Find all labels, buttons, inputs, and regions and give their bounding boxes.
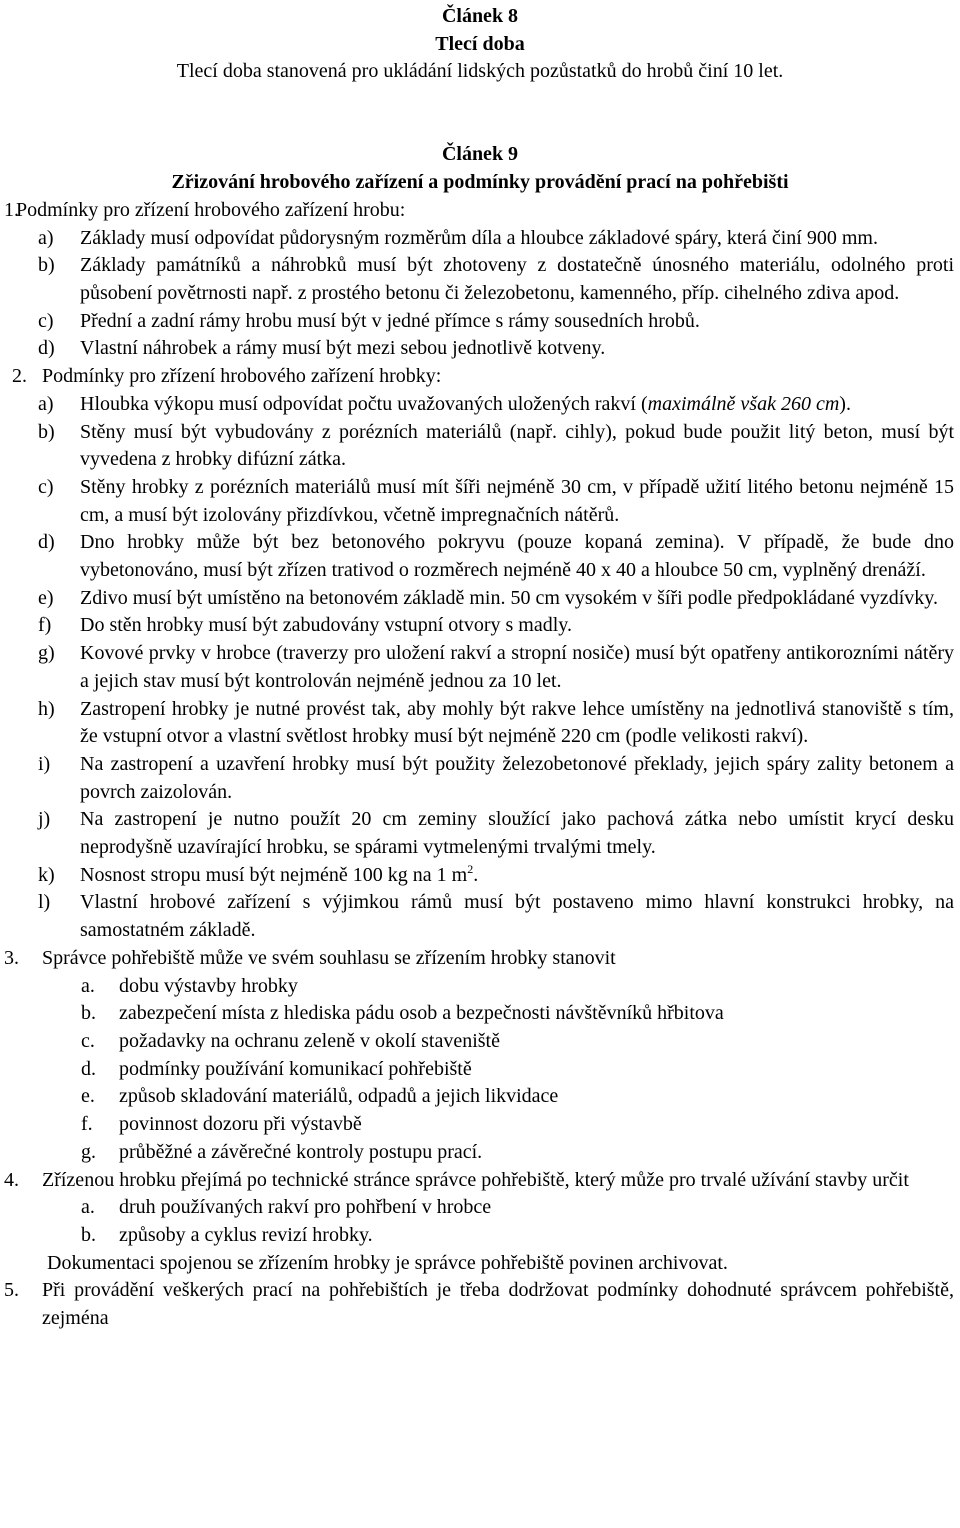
section-number: 3. xyxy=(4,946,19,969)
list-item xyxy=(0,585,960,613)
article-8-heading: Článek 8 xyxy=(441,5,519,27)
item-text xyxy=(80,391,954,419)
item-text: Vlastní náhrobek a rámy musí být mezi sebou jednotlivě kotveny. xyxy=(80,337,606,360)
spacer xyxy=(0,114,960,142)
item-text-italic: maximálně však 260 cm xyxy=(647,392,840,415)
list-item xyxy=(0,612,960,640)
list-item xyxy=(0,1111,960,1139)
list-item xyxy=(0,391,960,419)
section-text: Při provádění veškerých prací na pohřebištích je třeba dodržovat podmínky dohodnuté správcem pohřebiště, zejména xyxy=(42,1279,954,1330)
item-text: podmínky používání komunikací pohřebiště xyxy=(119,1057,472,1080)
item-text: Dno hrobky může být bez betonového pokryvu (pouze kopaná zemina). V případě, že bude dno vybetonováno, musí být zřízen trativod o rozměrech nejméně 40 x 40 a hloubce 50 cm, vyplněný drenáží. xyxy=(80,531,954,582)
item-text xyxy=(80,862,954,890)
item-label: d) xyxy=(38,531,55,554)
item-label: b. xyxy=(81,1223,96,1246)
list-item xyxy=(0,1028,960,1056)
item-label: d) xyxy=(38,337,55,360)
list-item xyxy=(0,474,960,529)
item-text: Na zastropení a uzavření hrobky musí být použity železobetonové překlady, jejich spáry zality betonem a povrch zaizolován. xyxy=(80,752,954,803)
item-text: způsoby a cyklus revizí hrobky. xyxy=(119,1223,373,1246)
list-item xyxy=(0,1222,960,1250)
list-item xyxy=(0,225,960,253)
section-1 xyxy=(0,197,960,225)
section-number: 1. xyxy=(4,198,19,221)
article-8-title: Tlecí doba xyxy=(435,32,525,55)
item-text-end: . xyxy=(473,863,479,886)
archive-note: Dokumentaci spojenou se zřízením hrobky je správce pohřebiště povinen archivovat. xyxy=(47,1251,728,1274)
item-label: b) xyxy=(38,254,55,277)
list-item xyxy=(0,889,960,944)
item-label: j) xyxy=(38,808,51,831)
section-text: Podmínky pro zřízení hrobového zařízení hrobu: xyxy=(16,198,406,221)
section-3 xyxy=(0,945,960,973)
item-text: Zastropení hrobky je nutné provést tak, aby mohly být rakve lehce umístěny na jednotlivá stanoviště s tím, že vstupní otvor a vlastní světlost hrobky musí být nejméně 220 cm (podle velikosti rakví). xyxy=(80,697,954,748)
list-item xyxy=(0,1000,960,1028)
item-label: b. xyxy=(81,1002,96,1025)
item-label: a) xyxy=(38,392,54,415)
section-text: Správce pohřebiště může ve svém souhlasu se zřízením hrobky stanovit xyxy=(42,946,616,969)
item-text: požadavky na ochranu zeleně v okolí staveniště xyxy=(119,1029,500,1052)
list-item xyxy=(0,1139,960,1167)
item-label: c) xyxy=(38,475,54,498)
item-text-end: ). xyxy=(839,392,851,415)
list-item xyxy=(0,335,960,363)
item-label: e) xyxy=(38,586,54,609)
item-label: a. xyxy=(81,974,95,997)
item-label: d. xyxy=(81,1057,96,1080)
list-item xyxy=(0,973,960,1001)
list-item xyxy=(0,252,960,307)
item-label: i) xyxy=(38,752,51,775)
item-label: k) xyxy=(38,863,55,886)
item-text: Do stěn hrobky musí být zabudovány vstupní otvory s madly. xyxy=(80,614,572,637)
section-text: Podmínky pro zřízení hrobového zařízení hrobky: xyxy=(42,365,442,388)
item-text: Zdivo musí být umístěno na betonovém základě min. 50 cm vysokém v šíři podle předpokládané vyzdívky. xyxy=(80,586,938,609)
article-9-title: Zřizování hrobového zařízení a podmínky provádění prací na pohřebišti xyxy=(171,171,789,194)
section-4 xyxy=(0,1167,960,1195)
item-label: a) xyxy=(38,226,54,249)
section-2 xyxy=(0,363,960,391)
article-8-text: Tlecí doba stanovená pro ukládání lidských pozůstatků do hrobů činí 10 let. xyxy=(176,60,784,83)
list-item xyxy=(0,308,960,336)
item-label: f. xyxy=(81,1113,93,1136)
item-label: l) xyxy=(38,891,51,914)
item-text: povinnost dozoru při výstavbě xyxy=(119,1113,362,1136)
item-label: h) xyxy=(38,697,55,720)
list-item xyxy=(0,806,960,861)
item-label: b) xyxy=(38,420,55,443)
article-9-heading: Článek 9 xyxy=(441,143,519,166)
list-item xyxy=(0,1056,960,1084)
superscript: 2 xyxy=(467,861,474,876)
item-label: e. xyxy=(81,1085,95,1108)
item-text-main: Hloubka výkopu musí odpovídat počtu uvažovaných uložených rakví ( xyxy=(80,392,648,415)
item-label: c. xyxy=(81,1029,95,1052)
item-text: Kovové prvky v hrobce (traverzy pro uložení rakví a stropní nosiče) musí být opatřeny antikorozními nátěry a jejich stav musí být kontrolován nejméně jednou za 10 let. xyxy=(80,642,954,692)
item-text: Stěny musí být vybudovány z porézních materiálů (např. cihly), pokud bude použit litý beton, musí být vyvedena z hrobky difúzní zátka. xyxy=(80,420,954,471)
item-text: Základy památníků a náhrobků musí být zhotoveny z dostatečně únosného materiálu, odolného proti působení povětrnosti např. z prostého betonu či železobetonu, kamenného, příp. cihelného zdiva apod. xyxy=(80,254,954,304)
list-item xyxy=(0,640,960,695)
item-text: Stěny hrobky z porézních materiálů musí mít šíři nejméně 30 cm, v případě užití litého betonu nejméně 15 cm, a musí být izolovány přizdívkou, včetně impregnačních nátěrů. xyxy=(80,475,954,526)
item-label: c) xyxy=(38,309,54,332)
list-item xyxy=(0,1194,960,1222)
item-text: Na zastropení je nutno použít 20 cm zeminy sloužící jako pachová zátka nebo umístit krycí desku neprodyšně uzavírající hrobku, se spárami vytmelenými trvalými tmely. xyxy=(80,808,954,859)
item-label: a. xyxy=(81,1196,95,1219)
item-text: Přední a zadní rámy hrobu musí být v jedné přímce s rámy sousedních hrobů. xyxy=(80,309,700,332)
list-item xyxy=(0,751,960,806)
item-text: způsob skladování materiálů, odpadů a jejich likvidace xyxy=(119,1085,559,1108)
item-text-main: Nosnost stropu musí být nejméně 100 kg na 1 m xyxy=(80,863,468,886)
item-text: dobu výstavby hrobky xyxy=(119,974,298,997)
section-number: 4. xyxy=(4,1168,19,1191)
section-number: 2. xyxy=(12,365,27,388)
section-text: Zřízenou hrobku přejímá po technické stránce správce pohřebiště, který může pro trvalé užívání stavby určit xyxy=(42,1168,909,1191)
list-item xyxy=(0,696,960,751)
item-text: Základy musí odpovídat půdorysným rozměrům díla a hloubce základové spáry, která činí 900 mm. xyxy=(80,226,878,249)
item-text: průběžné a závěrečné kontroly postupu prací. xyxy=(119,1140,483,1163)
item-label: f) xyxy=(38,614,52,637)
section-number: 5. xyxy=(4,1279,19,1302)
item-text: zabezpečení místa z hlediska pádu osob a bezpečnosti návštěvníků hřbitova xyxy=(119,1002,724,1025)
section-5 xyxy=(0,1277,960,1332)
item-label: g. xyxy=(81,1140,96,1163)
list-item xyxy=(0,529,960,584)
item-text: druh používaných rakví pro pohřbení v hrobce xyxy=(119,1196,492,1219)
spacer xyxy=(0,86,960,114)
item-text: Vlastní hrobové zařízení s výjimkou rámů musí být postaveno mimo hlavní konstrukci hrobky, na samostatném základě. xyxy=(80,891,954,942)
list-item xyxy=(0,862,960,890)
document-page xyxy=(0,3,960,1333)
item-label: g) xyxy=(38,642,55,665)
list-item xyxy=(0,419,960,474)
list-item xyxy=(0,1083,960,1111)
